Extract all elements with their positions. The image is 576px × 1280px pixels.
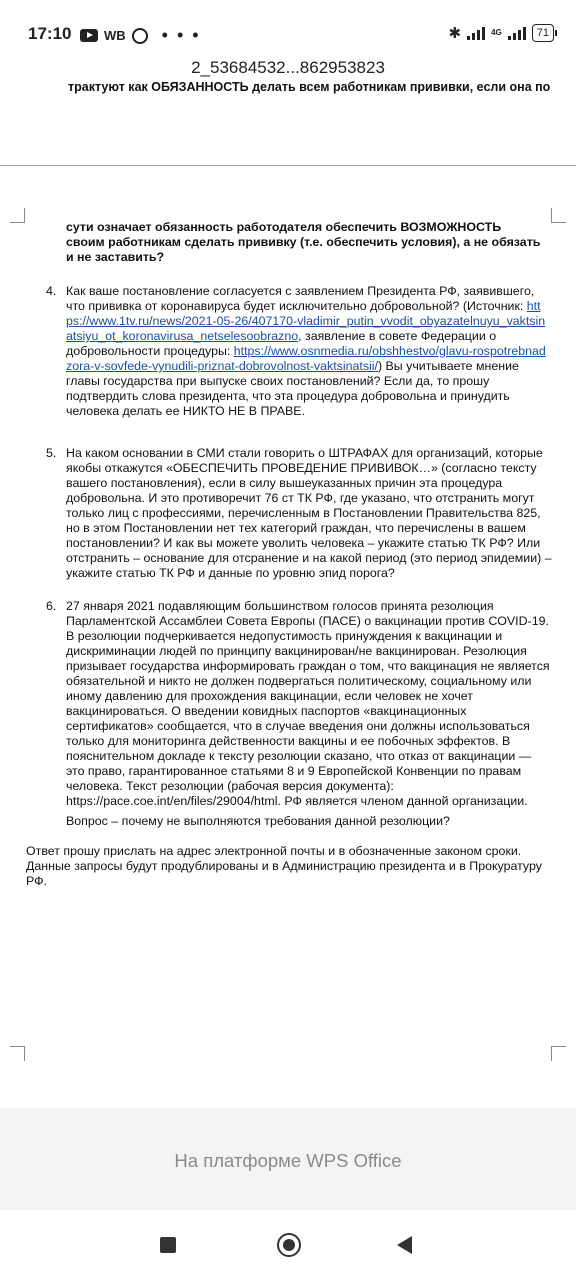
previous-page bbox=[0, 80, 576, 166]
status-bar bbox=[0, 0, 576, 60]
wb-icon: WB bbox=[104, 28, 126, 43]
item-6-paragraph: 27 января 2021 подавляющим большинством голосов принята резолюция Парламентской Ассамблеи Совета Европы (ПАСЕ) о вакцинации против COVID-19. В резолюции подчеркивается недопустимость принуждения к вакцинации и дискриминации людей по принципу вакцинирован/не вакцинирован. Резолюция призывает государства информировать граждан о том, что вакцинация не является обязательной и никто не должен подвергаться политическому, социальному или иному давлению для прохождения вакцинации, если человек не хочет вакцинироваться. О введении ковидных паспортов «вакцинационных сертификатов» сообщается, что в случае введения они должны использоваться только для мониторинга действенности вакцины и ее побочных эффектов. В пояснительном докладе к тексту резолюции сказано, что отказ от вакцинации — это право, гарантированное статьями 8 и 9 Европейской Конвенции по правам человека. Текст резолюции (рабочая версия документа): https://pace.coe.int/en/files/29004/html. РФ является членом данной организации. bbox=[66, 599, 550, 808]
clock: 17:10 bbox=[28, 24, 72, 43]
document-page bbox=[0, 198, 576, 1058]
item-4-text-b: , заявление в совете Федерации о добровольности процедуры: bbox=[66, 329, 497, 358]
page-corner-mark bbox=[551, 208, 566, 223]
battery-icon: 71 bbox=[532, 24, 554, 42]
notification-icons bbox=[80, 25, 201, 46]
item-number: 6. bbox=[46, 599, 57, 613]
cut-off-line: трактуют как ОБЯЗАННОСТЬ делать всем работникам прививки, если она по bbox=[68, 80, 551, 94]
wps-banner bbox=[0, 1108, 576, 1210]
recents-button[interactable] bbox=[160, 1237, 176, 1253]
signal-icon bbox=[467, 26, 485, 40]
page-corner-mark bbox=[10, 208, 25, 223]
question-paragraph: Вопрос – почему не выполняются требования данной резолюции? bbox=[66, 814, 450, 828]
home-button[interactable] bbox=[277, 1233, 301, 1257]
youtube-icon bbox=[80, 29, 98, 42]
source-link-osnmedia[interactable]: https://www.osnmedia.ru/obshhestvo/glavu-rospotrebnadzora-v-sovfede-vynudili-priznat-dobrovolnost-vaktsinatsii/ bbox=[66, 344, 546, 373]
network-type-icon: 4G bbox=[491, 28, 502, 37]
item-4-text-a: Как ваше постановление согласуется с заявлением Президента РФ, заявившего, что прививка от коронавируса будет исключительно добровольной? (Источник: bbox=[66, 284, 535, 313]
bluetooth-icon: ✱ bbox=[448, 25, 462, 42]
document-title[interactable]: 2_53684532...862953823 bbox=[191, 58, 385, 77]
item-4-paragraph bbox=[66, 284, 546, 419]
page-corner-mark bbox=[551, 1046, 566, 1061]
item-4-text-c: ) Вы учитываете мнение главы государства при выпуске своих постановлений? Если да, то прошу подтвердить слова президента, что эта процедура добровольна и принудить человека делать ее НИКТО НЕ В ПРАВЕ. bbox=[66, 359, 519, 418]
system-navigation-bar bbox=[0, 1210, 576, 1280]
back-button[interactable] bbox=[397, 1236, 412, 1254]
system-icons bbox=[449, 24, 555, 42]
wps-banner-text: На платформе WPS Office bbox=[174, 1150, 402, 1171]
item-number: 4. bbox=[46, 284, 57, 298]
signal-icon-2 bbox=[508, 26, 526, 40]
whatsapp-icon bbox=[132, 28, 148, 44]
item-number: 5. bbox=[46, 446, 57, 460]
intro-paragraph: сути означает обязанность работодателя обеспечить ВОЗМОЖНОСТЬ своим работникам сделать прививку (т.е. обеспечить условия), а не обязать и не заставить? bbox=[66, 220, 541, 264]
source-link-1tv[interactable]: https://www.1tv.ru/news/2021-05-26/407170-vladimir_putin_vvodit_obyazatelnuyu_vaktsinatsiyu_ot_koronavirusa_netselesoobrazno bbox=[66, 299, 546, 343]
page-corner-mark bbox=[10, 1046, 25, 1061]
more-notifications-icon: • • • bbox=[161, 25, 201, 45]
item-5-paragraph: На каком основании в СМИ стали говорить о ШТРАФАХ для организаций, которые якобы откажутся «ОБЕСПЕЧИТЬ ПРОВЕДЕНИЕ ПРИВИВОК…» (согласно тексту вашего постановления), если в силу вышеуказанных причин эта процедура добровольна. И это противоречит 76 ст ТК РФ, где указано, что отстранить могут только лиц с профессиями, перечисленным в Постановлении Правительства 825, но в этом Постановлении нет тех категорий граждан, что перечислены в вашем постановлении? И как вы можете уволить человека – укажите статью ТК РФ? Или отстранить – основание для отсранение и на какой период (это период эпидемии) – укажите статью ТК РФ и данные по уровню эпид порога? bbox=[66, 446, 552, 580]
closing-paragraph: Ответ прошу прислать на адрес электронной почты и в обозначенные законом сроки. Данные запросы будут продублированы и в Администрацию президента и в Прокуратуру РФ. bbox=[26, 844, 542, 888]
